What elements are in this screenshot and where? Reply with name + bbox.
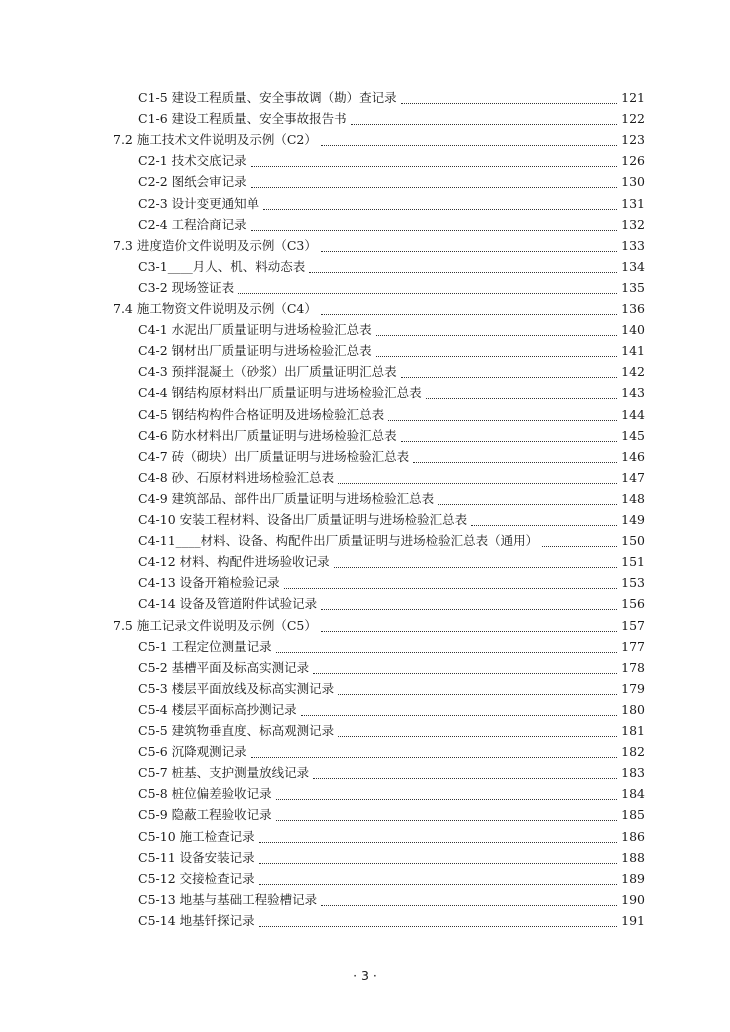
toc-entry-title: C1-5 建设工程质量、安全事故调（勘）查记录 [138,90,397,105]
toc-entry-page: 136 [621,301,645,316]
toc-entry-page: 191 [621,912,645,928]
toc-entry-page: 130 [621,174,645,190]
toc-entry[interactable] [138,341,645,361]
toc-entry-title: C5-4 楼层平面标高抄测记录 [138,701,297,717]
toc-entry[interactable] [138,468,645,488]
toc-entry-title: C5-10 施工检查记录 [138,828,255,844]
toc-section-entry[interactable] [113,236,645,256]
toc-entry-title: C5-7 桩基、支护测量放线记录 [138,765,310,781]
toc-entry-title: 7.5 施工记录文件说明及示例（C5） [113,617,317,633]
toc-entry-page: 153 [621,575,645,591]
dot-leader [426,398,617,399]
toc-entry-page: 189 [621,870,645,886]
toc-entry-title: 7.3 进度造价文件说明及示例（C3） [113,237,317,253]
toc-entry-title: C2-4 工程洽商记录 [138,216,247,232]
dot-leader [471,525,617,526]
toc-entry[interactable] [138,172,645,192]
toc-entry[interactable] [138,194,645,214]
toc-entry-title: C5-5 建筑物垂直度、标高观测记录 [138,723,335,738]
dot-leader [313,673,617,674]
toc-entry-title: C4-10 安装工程材料、设备出厂质量证明与进场检验汇总表 [138,512,468,527]
toc-entry[interactable] [138,552,645,572]
toc-entry-page: 186 [621,828,645,844]
toc-entry-page: 122 [621,111,645,127]
dot-leader [321,251,617,252]
toc-entry-title: C5-13 地基与基础工程验槽记录 [138,891,318,907]
toc-entry[interactable] [138,109,645,129]
toc-entry-page: 147 [621,469,645,485]
toc-section-entry[interactable] [113,130,645,150]
dot-leader [276,652,617,653]
dot-leader [301,715,617,716]
toc-entry-title: 7.2 施工技术文件说明及示例（C2） [113,132,317,148]
toc-entry[interactable] [138,405,645,425]
dot-leader [321,631,617,632]
toc-entry-page: 180 [621,701,645,717]
toc-entry-page: 134 [621,258,645,274]
toc-entry-title: C4-3 预拌混凝土（砂浆）出厂质量证明汇总表 [138,364,397,380]
toc-entry-title: C2-2 图纸会审记录 [138,174,247,190]
dot-leader [276,820,617,821]
toc-entry-title: C3-1____月人、机、料动态表 [138,258,306,274]
toc-entry-page: 144 [621,406,645,422]
toc-entry-page: 181 [621,723,645,738]
toc-entry-page: 157 [621,617,645,633]
toc-entry-page: 148 [621,490,645,506]
toc-entry-page: 123 [621,132,645,148]
toc-entry-page: 149 [621,512,645,527]
toc-entry[interactable] [138,426,645,446]
toc-entry[interactable] [138,320,645,340]
dot-leader [259,884,617,885]
toc-entry-page: 146 [621,448,645,464]
toc-section-entry[interactable] [113,299,645,319]
dot-leader [251,757,617,758]
toc-entry-page: 183 [621,765,645,781]
toc-entry-page: 188 [621,849,645,865]
toc-entry[interactable] [138,700,645,720]
toc-section-entry[interactable] [113,616,645,636]
toc-entry[interactable] [138,784,645,804]
dot-leader [376,335,617,336]
toc-entry-title: C4-13 设备开箱检验记录 [138,575,280,591]
toc-entry[interactable] [138,362,645,382]
toc-entry-page: 140 [621,322,645,338]
dot-leader [251,166,617,167]
toc-entry-title: C5-2 基槽平面及标高实测记录 [138,659,310,675]
toc-entry-page: 178 [621,659,645,675]
toc-entry[interactable] [138,721,645,741]
toc-entry-title: C4-2 钢材出厂质量证明与进场检验汇总表 [138,343,372,359]
toc-entry-title: C5-11 设备安装记录 [138,849,255,865]
toc-entry[interactable] [138,531,645,551]
dot-leader [413,462,617,463]
toc-entry-title: C5-1 工程定位测量记录 [138,638,272,654]
toc-entry-title: C4-1 水泥出厂质量证明与进场检验汇总表 [138,322,372,338]
toc-entry-title: C4-5 钢结构构件合格证明及进场检验汇总表 [138,406,385,422]
dot-leader [251,187,617,188]
page-number: · 3 · [353,968,377,983]
toc-entry-page: 141 [621,343,645,359]
toc-entry-title: C3-2 现场签证表 [138,279,235,295]
toc-entry[interactable] [138,447,645,467]
dot-leader [321,609,617,610]
dot-leader [338,694,617,695]
toc-entry-page: 177 [621,638,645,654]
dot-leader [334,567,617,568]
dot-leader [376,356,617,357]
dot-leader [259,863,617,864]
toc-entry-title: C4-14 设备及管道附件试验记录 [138,596,318,612]
toc-entry-page: 126 [621,153,645,169]
dot-leader [542,546,617,547]
toc-entry[interactable] [138,510,645,530]
toc-entry[interactable] [138,911,645,931]
dot-leader [259,926,617,927]
toc-entry[interactable] [138,805,645,825]
toc-entry-title: C4-12 材料、构配件进场验收记录 [138,554,330,570]
dot-leader [313,778,617,779]
toc-entry[interactable] [138,890,645,910]
toc-entry-title: 7.4 施工物资文件说明及示例（C4） [113,301,317,316]
toc-entry-page: 121 [621,90,645,105]
dot-leader [401,103,617,104]
toc-entry-page: 156 [621,596,645,612]
dot-leader [321,314,617,315]
toc-entry-title: C5-14 地基钎探记录 [138,912,255,928]
toc-entry[interactable] [138,383,645,403]
toc-entry[interactable] [138,827,645,847]
toc-entry-title: C5-12 交接检查记录 [138,870,255,886]
dot-leader [321,905,617,906]
toc-entry-title: C1-6 建设工程质量、安全事故报告书 [138,111,347,127]
toc-entry[interactable] [138,88,645,108]
toc-entry-title: C4-7 砖（砌块）出厂质量证明与进场检验汇总表 [138,448,410,464]
toc-entry-page: 185 [621,807,645,823]
dot-leader [401,377,617,378]
dot-leader [259,842,617,843]
toc-entry-page: 132 [621,216,645,232]
dot-leader [351,124,617,125]
dot-leader [238,293,617,294]
toc-entry[interactable] [138,489,645,509]
toc-entry[interactable] [138,151,645,171]
toc-entry-title: C5-6 沉降观测记录 [138,744,247,760]
dot-leader [401,441,617,442]
toc-entry-page: 151 [621,554,645,570]
toc-entry-page: 182 [621,744,645,760]
toc-entry[interactable] [138,763,645,783]
toc-entry[interactable] [138,742,645,762]
toc-entry[interactable] [138,637,645,657]
toc-entry-title: C2-1 技术交底记录 [138,153,247,169]
dot-leader [276,799,617,800]
toc-entry-page: 184 [621,786,645,802]
toc-entry[interactable] [138,573,645,593]
toc-entry-title: C2-3 设计变更通知单 [138,195,260,211]
toc-entry-page: 142 [621,364,645,380]
toc-entry-page: 143 [621,385,645,401]
toc-entry-title: C4-6 防水材料出厂质量证明与进场检验汇总表 [138,427,397,443]
toc-entry[interactable] [138,594,645,614]
toc-entry-page: 150 [621,533,645,549]
toc-entry[interactable] [138,679,645,699]
toc-entry-title: C4-11____材料、设备、构配件出厂质量证明与进场检验汇总表（通用） [138,533,539,549]
toc-entry-page: 179 [621,680,645,696]
toc-entry-title: C5-3 楼层平面放线及标高实测记录 [138,680,335,696]
dot-leader [251,230,617,231]
dot-leader [321,145,617,146]
toc-entry-title: C5-8 桩位偏差验收记录 [138,786,272,802]
toc-entry-page: 190 [621,891,645,907]
toc-entry[interactable] [138,848,645,868]
dot-leader [338,736,617,737]
toc-entry-title: C4-8 砂、石原材料进场检验汇总表 [138,469,335,485]
dot-leader [338,483,617,484]
toc-entry-title: C4-4 钢结构原材料出厂质量证明与进场检验汇总表 [138,385,422,401]
dot-leader [284,588,617,589]
toc-entry-page: 131 [621,195,645,211]
dot-leader [263,209,617,210]
toc-entry-page: 133 [621,237,645,253]
dot-leader [309,272,617,273]
toc-entry-page: 135 [621,279,645,295]
toc-entry-page: 145 [621,427,645,443]
toc-entry[interactable] [138,215,645,235]
dot-leader [388,420,617,421]
toc-entry[interactable] [138,658,645,678]
toc-entry[interactable] [138,257,645,277]
toc-entry[interactable] [138,869,645,889]
toc-entry-title: C5-9 隐蔽工程验收记录 [138,807,272,823]
dot-leader [438,504,617,505]
toc-entry[interactable] [138,278,645,298]
toc-entry-title: C4-9 建筑部品、部件出厂质量证明与进场检验汇总表 [138,490,435,506]
